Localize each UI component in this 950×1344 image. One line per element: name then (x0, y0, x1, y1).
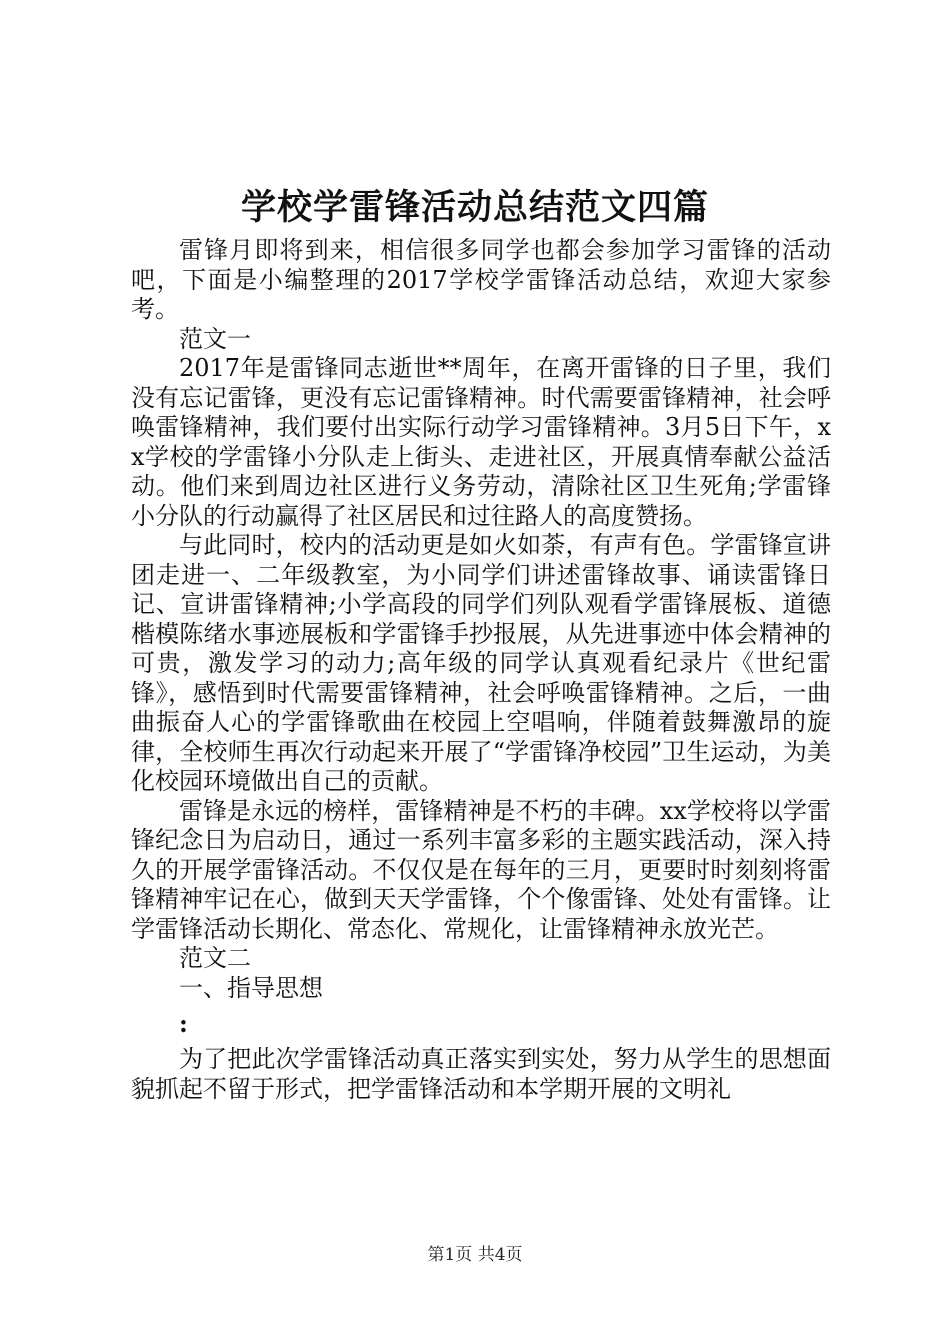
document-body (131, 236, 831, 1104)
intro-paragraph: 雷锋月即将到来，相信很多同学也都会参加学习雷锋的活动吧，下面是小编整理的2017学校学雷锋活动总结，欢迎大家参考。 (131, 236, 831, 323)
section-heading-sample-1: 范文一 (179, 324, 251, 353)
body-paragraph-4: 为了把此次学雷锋活动真正落实到实处，努力从学生的思想面貌抓起不留于形式，把学雷锋活动和本学期开展的文明礼 (131, 1045, 831, 1103)
body-paragraph-3: 雷锋是永远的榜样，雷锋精神是不朽的丰碑。xx学校将以学雷锋纪念日为启动日，通过一系列丰富多彩的主题实践活动，深入持久的开展学雷锋活动。不仅仅是在每年的三月，更要时时刻刻将雷锋精神牢记在心，做到天天学雷锋，个个像雷锋、处处有雷锋。让学雷锋活动长期化、常态化、常规化，让雷锋精神永放光芒。 (131, 796, 831, 943)
section-heading-sample-2: 范文二 (179, 944, 251, 972)
document-title: 学校学雷锋活动总结范文四篇 (240, 187, 709, 228)
body-paragraph-2: 与此同时，校内的活动更是如火如荼，有声有色。学雷锋宣讲团走进一、二年级教室，为小同学们讲述雷锋故事、诵读雷锋日记、宣讲雷锋精神;小学高段的同学们列队观看学雷锋展板、道德楷模陈绪水事迹展板和学雷锋手抄报展，从先进事迹中体会精神的可贵，激发学习的动力;高年级的同学认真观看纪录片《世纪雷锋》，感悟到时代需要雷锋精神，社会呼唤雷锋精神。之后，一曲曲振奋人心的学雷锋歌曲在校园上空唱响，伴随着鼓舞激昂的旋律，全校师生再次行动起来开展了“学雷锋净校园”卫生运动，为美化校园环境做出自己的贡献。 (131, 531, 831, 795)
subheading-guiding-thought: 一、指导思想 (179, 973, 323, 1002)
colon-line: : (179, 1009, 188, 1038)
body-paragraph-1: 2017年是雷锋同志逝世**周年，在离开雷锋的日子里，我们没有忘记雷锋，更没有忘记雷锋精神。时代需要雷锋精神，社会呼唤雷锋精神，我们要付出实际行动学习雷锋精神。3月5日下午，xx学校的学雷锋小分队走上街头、走进社区，开展真情奉献公益活动。他们来到周边社区进行义务劳动，清除社区卫生死角;学雷锋小分队的行动赢得了社区居民和过往路人的高度赞扬。 (131, 354, 831, 530)
page-footer: 第1页 共4页 (427, 1245, 523, 1265)
